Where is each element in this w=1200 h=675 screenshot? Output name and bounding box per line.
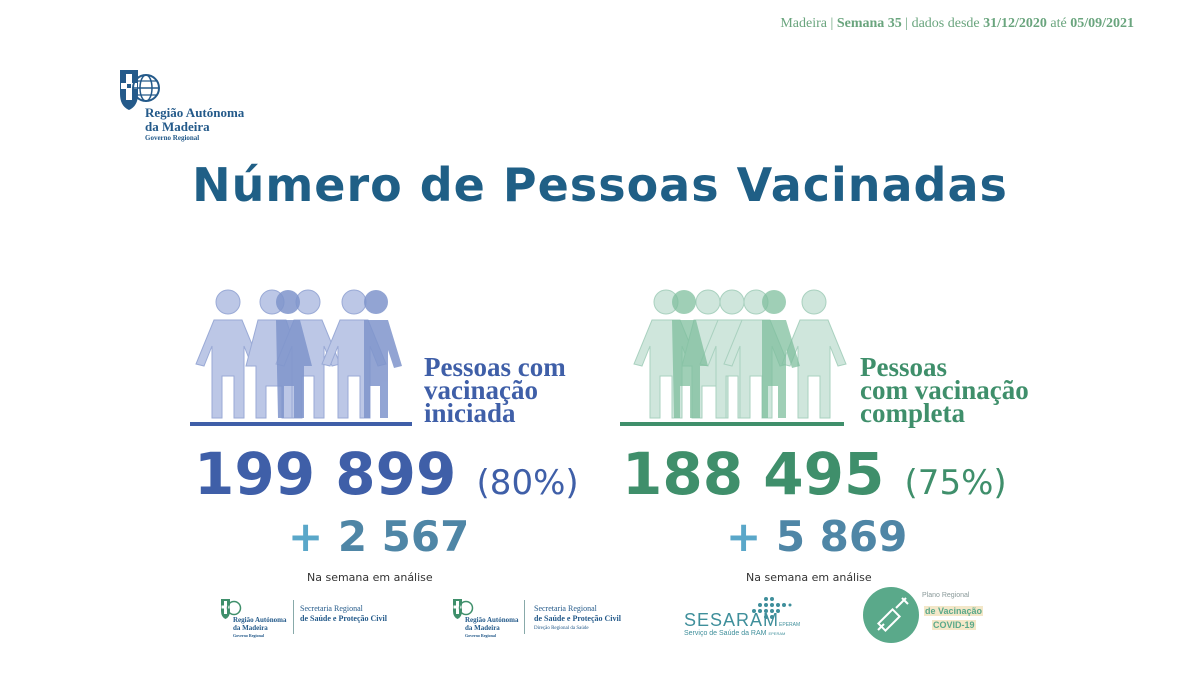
footer-logo1-line2: da Madeira <box>233 624 268 632</box>
label-complete-line-3: completa <box>860 398 965 428</box>
sesaram-eperam: EPERAM <box>779 622 801 628</box>
plano-line-2: de Vacinação <box>925 606 983 616</box>
people-icon-complete <box>626 286 856 426</box>
footer-logo2-line1: Região Autónoma <box>465 616 519 624</box>
label-complete-line-1: Pessoas <box>860 352 947 382</box>
logo-text <box>145 106 244 134</box>
initiated-weekly-delta <box>288 512 469 561</box>
complete-total <box>622 440 1007 508</box>
baseline-complete <box>620 422 844 426</box>
sesaram-subtitle-epe: EPERAM <box>768 631 786 636</box>
date-to: 05/09/2021 <box>1070 16 1134 31</box>
footer-logo2-line2: da Madeira <box>465 624 500 632</box>
footer-logo2-text <box>465 616 518 640</box>
initiated-value: 199 899 <box>194 440 457 508</box>
sesaram-subtitle-text: Serviço de Saúde da RAM <box>684 630 767 637</box>
plano-line-1: Plano Regional <box>922 592 970 599</box>
week-label: Semana 35 <box>836 16 902 31</box>
syringe-icon <box>862 586 920 644</box>
label-initiated-line-2: vacinação <box>424 375 538 405</box>
complete-value: 188 495 <box>622 440 885 508</box>
label-initiated <box>424 352 566 428</box>
footer-logo1-line3: Governo Regional <box>233 633 264 638</box>
initiated-total <box>194 440 579 508</box>
logo-line-2: da Madeira <box>145 119 210 134</box>
initiated-delta-value: 2 567 <box>337 512 470 561</box>
footer-sec1-line1: Secretaria Regional <box>300 604 363 613</box>
people-icon-initiated <box>188 286 418 426</box>
footer-sec2-text <box>534 604 621 634</box>
region-name: Madeira <box>780 16 827 31</box>
page-title: Número de Pessoas Vacinadas <box>192 158 1008 212</box>
plano-line-3: COVID-19 <box>933 620 975 630</box>
initiated-note: Na semana em análise <box>307 571 433 584</box>
label-complete-line-2: com vacinação <box>860 375 1029 405</box>
footer-logo1-text <box>233 616 286 640</box>
footer-sec2-line2: de Saúde e Proteção Civil <box>534 614 621 623</box>
label-initiated-line-1: Pessoas com <box>424 352 566 382</box>
footer-sec2-line1: Secretaria Regional <box>534 604 597 613</box>
initiated-percent: (80%) <box>476 463 579 503</box>
complete-note: Na semana em análise <box>746 571 872 584</box>
until-label: até <box>1046 16 1071 31</box>
footer-sec1-text <box>300 604 387 624</box>
complete-delta-value: 5 869 <box>775 512 908 561</box>
plus-sign: + <box>726 512 762 561</box>
plus-sign: + <box>288 512 324 561</box>
footer-logo2-line3: Governo Regional <box>465 633 496 638</box>
date-from: 31/12/2020 <box>983 16 1047 31</box>
complete-percent: (75%) <box>904 463 1007 503</box>
sesaram-name <box>684 610 800 631</box>
footer-sec2-line3: Direção Regional da Saúde <box>534 626 589 631</box>
footer-sec1-line2: de Saúde e Proteção Civil <box>300 614 387 623</box>
label-initiated-line-3: iniciada <box>424 398 516 428</box>
label-complete <box>860 352 1029 428</box>
logo-line-1: Região Autónoma <box>145 105 245 120</box>
logo-line-3: Governo Regional <box>145 134 200 142</box>
report-period <box>780 16 1134 32</box>
complete-weekly-delta <box>726 512 907 561</box>
data-since-label: | dados desde <box>901 16 984 31</box>
footer-divider <box>293 600 294 634</box>
footer-logo1-line1: Região Autónoma <box>233 616 287 624</box>
baseline-initiated <box>190 422 412 426</box>
separator: | <box>827 16 837 31</box>
sesaram-wordmark: SESARAM <box>684 610 780 630</box>
sesaram-subtitle <box>684 630 785 637</box>
footer-divider <box>524 600 525 634</box>
